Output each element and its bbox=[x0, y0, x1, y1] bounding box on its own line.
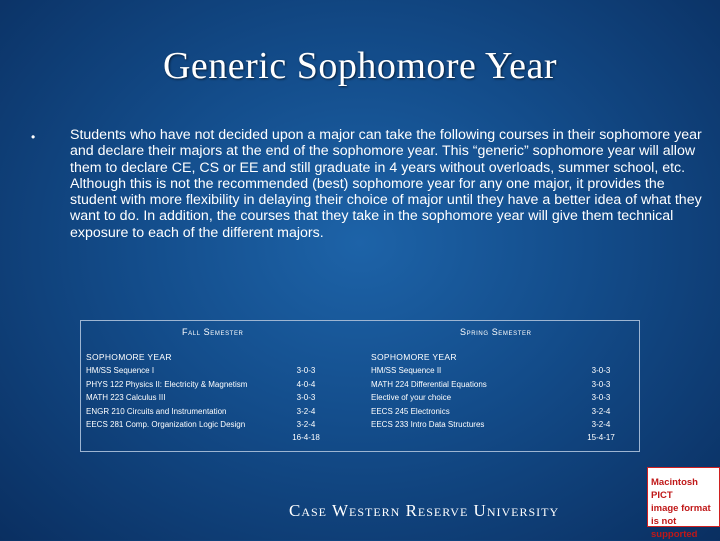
spring-credit-3: 3-0-3 bbox=[591, 393, 611, 403]
spring-course-4: EECS 245 Electronics bbox=[371, 406, 450, 416]
body-paragraph: Students who have not decided upon a major can take the following courses in their sophomore year and declare their majors at the end of the sophomore year. This “generic” sophomore year will allow them to declare CE, CS or EE and still graduate in 4 years without overloads, summer school, etc. Although this is not the recommended (best) sophomore year for any one major, it provides the student with more flexibility in delaying their choice of major until they have a better idea of what they want to do. In addition, the courses that they take in the sophomore year will give them technical exposure to each of the different majors. bbox=[70, 127, 702, 241]
bullet-marker: • bbox=[31, 130, 36, 144]
pict-line-3: is not supported bbox=[651, 516, 698, 540]
fall-credit-5: 3-2-4 bbox=[296, 419, 316, 429]
fall-course-2: PHYS 122 Physics II: Electricity & Magnetism bbox=[86, 379, 248, 389]
fall-credit-4: 3-2-4 bbox=[296, 406, 316, 416]
pict-line-1: Macintosh PICT bbox=[651, 477, 698, 501]
spring-credit-2: 3-0-3 bbox=[591, 379, 611, 389]
university-footer: Case Western Reserve University bbox=[289, 501, 560, 520]
spring-course-5: EECS 233 Intro Data Structures bbox=[371, 419, 485, 429]
fall-credit-1: 3-0-3 bbox=[296, 366, 316, 376]
pict-line-2: image format bbox=[651, 503, 711, 514]
spring-semester-heading: Spring Semester bbox=[460, 327, 532, 337]
spring-credit-total: 15-4-17 bbox=[587, 433, 615, 443]
spring-year-label: SOPHOMORE YEAR bbox=[371, 352, 457, 362]
fall-course-4: ENGR 210 Circuits and Instrumentation bbox=[86, 406, 227, 416]
spring-course-3: Elective of your choice bbox=[371, 393, 452, 403]
fall-credit-total: 16-4-18 bbox=[292, 433, 320, 443]
spring-course-1: HM/SS Sequence II bbox=[371, 366, 442, 376]
spring-credit-5: 3-2-4 bbox=[591, 419, 611, 429]
spring-credit-4: 3-2-4 bbox=[591, 406, 611, 416]
fall-credit-3: 3-0-3 bbox=[296, 393, 316, 403]
fall-course-list bbox=[86, 351, 247, 431]
fall-course-1: HM/SS Sequence I bbox=[86, 366, 155, 376]
fall-credits-list bbox=[286, 364, 326, 444]
spring-credits-list bbox=[580, 364, 622, 444]
spring-credit-1: 3-0-3 bbox=[591, 366, 611, 376]
fall-year-label: SOPHOMORE YEAR bbox=[86, 352, 172, 362]
spring-course-list bbox=[371, 351, 487, 431]
fall-credit-2: 4-0-4 bbox=[296, 379, 316, 389]
fall-course-3: MATH 223 Calculus III bbox=[86, 393, 166, 403]
fall-course-5: EECS 281 Comp. Organization Logic Design bbox=[86, 419, 246, 429]
unsupported-image-placeholder bbox=[647, 467, 720, 540]
slide-title: Generic Sophomore Year bbox=[162, 45, 558, 87]
spring-course-2: MATH 224 Differential Equations bbox=[371, 379, 487, 389]
fall-semester-heading: Fall Semester bbox=[182, 327, 244, 337]
